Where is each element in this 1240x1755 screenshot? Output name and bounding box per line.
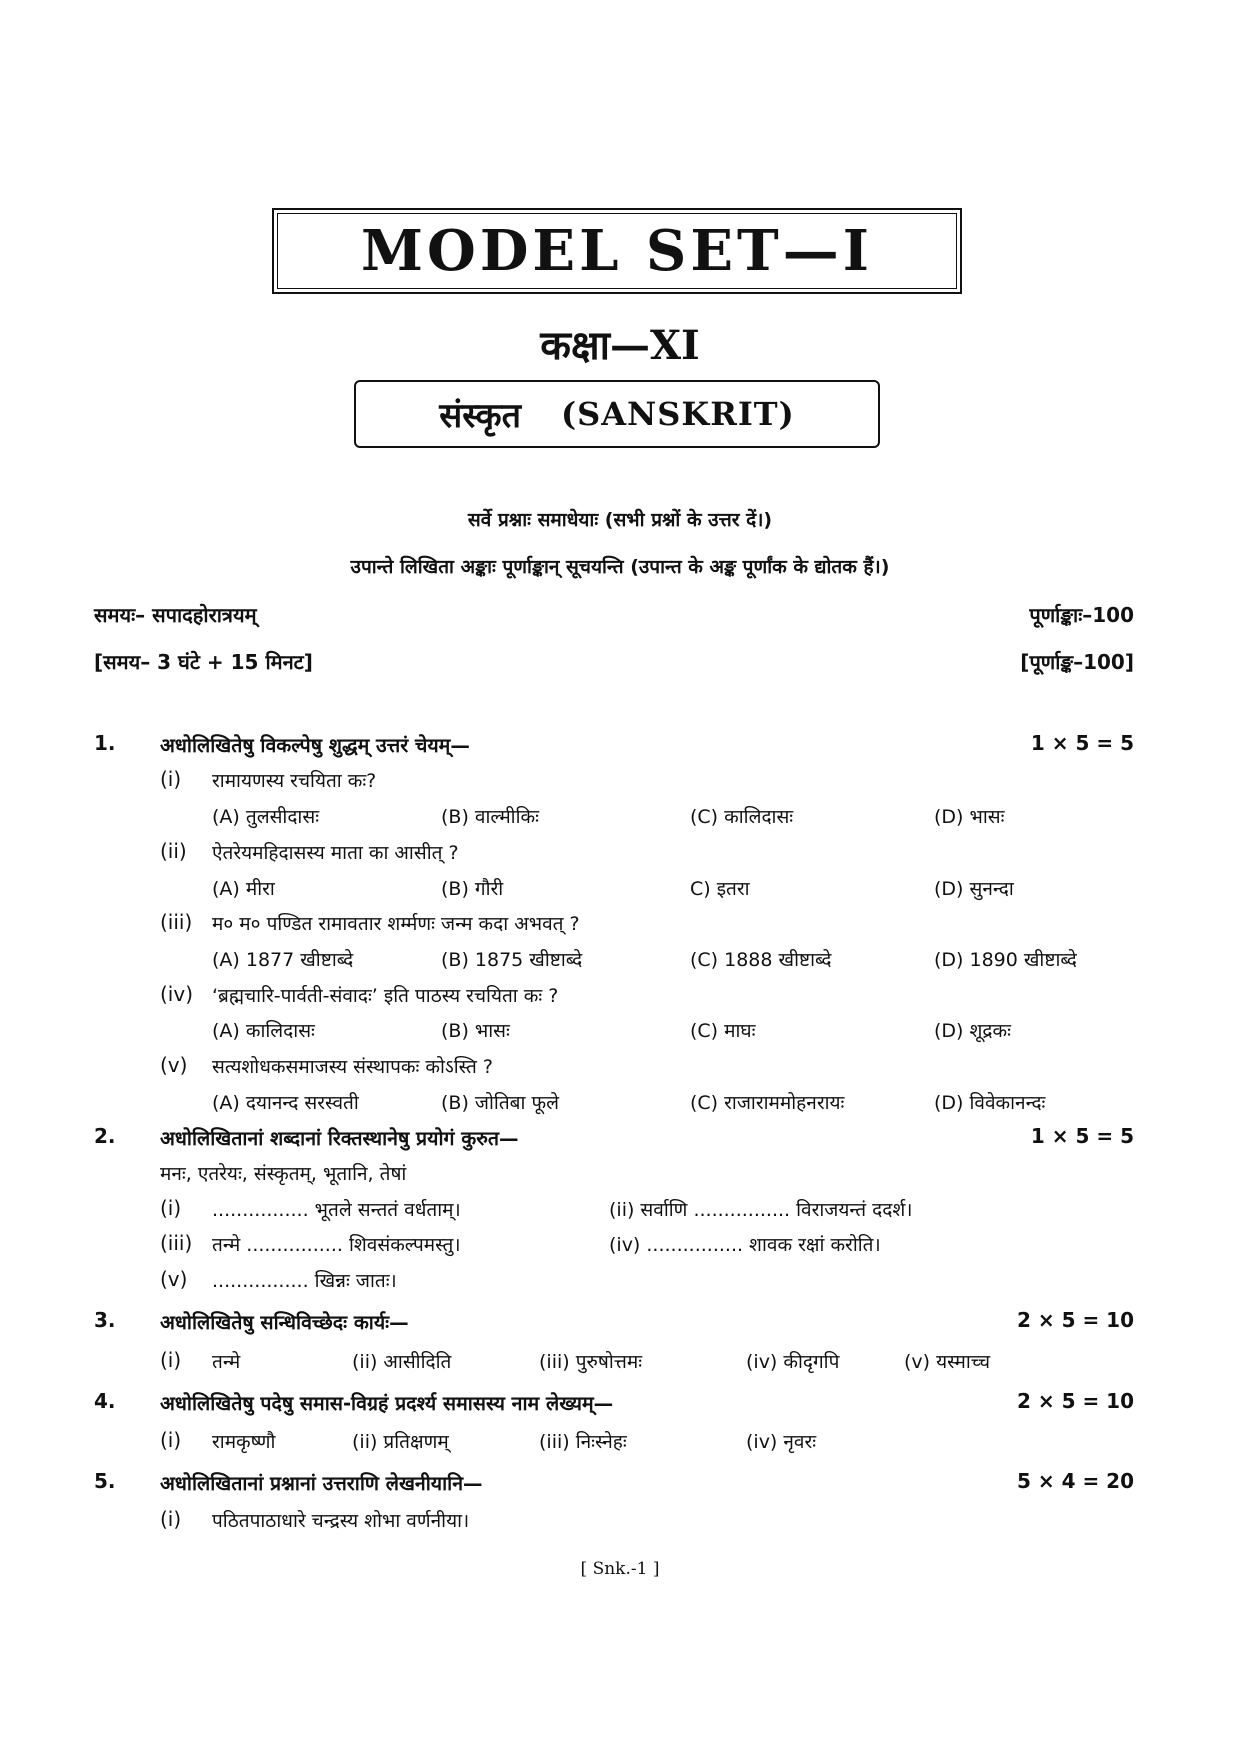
q1-text: अधोलिखितेषु विकल्पेषु शुद्धम् उत्तरं चेयम्— xyxy=(160,734,470,757)
q2-item-number: (i) xyxy=(160,1196,182,1220)
q3-text: अधोलिखितेषु सन्धिविच्छेदः कार्यः— xyxy=(160,1311,409,1334)
page-footer: [ Snk.-1 ] xyxy=(580,1559,660,1579)
q4-text: अधोलिखितेषु पदेषु समास-विग्रहं प्रदर्श्य समासस्य नाम लेख्यम्— xyxy=(160,1392,614,1415)
q1-option: (B) जोतिबा फूले xyxy=(441,1092,560,1114)
q1-option: (C) कालिदासः xyxy=(690,806,794,828)
q1-option: (C) 1888 खीष्टाब्दे xyxy=(690,949,832,971)
q1-item-number: (iii) xyxy=(160,910,193,934)
q3-item: तन्मे xyxy=(212,1351,241,1373)
q2-marks: 1 × 5 = 5 xyxy=(1030,1124,1134,1148)
q1-option: (B) गौरी xyxy=(441,878,504,900)
subject-box xyxy=(354,380,880,448)
class-line: कक्षा—XI xyxy=(540,322,700,369)
q1-option: (D) विवेकानन्दः xyxy=(934,1092,1046,1114)
q1-number: 1. xyxy=(94,731,116,755)
q3-number: 3. xyxy=(94,1308,116,1332)
subject-hindi: संस्कृत xyxy=(439,396,521,436)
q5-text: अधोलिखितानां प्रश्नानां उत्तराणि लेखनीयानि— xyxy=(160,1472,483,1495)
q1-option: (A) तुलसीदासः xyxy=(212,806,320,828)
q2-item-number: (v) xyxy=(160,1267,188,1291)
q5-item-text: पठितपाठाधारे चन्द्रस्य शोभा वर्णनीया। xyxy=(212,1510,470,1532)
q4-number: 4. xyxy=(94,1389,116,1413)
q2-item-text: (ii) सर्वाणि ................ विराजयन्तं ददर्श। xyxy=(609,1199,913,1221)
subject-english: (SANSKRIT) xyxy=(560,395,795,433)
q1-option: (B) भासः xyxy=(441,1020,510,1042)
q2-item-text: ................ भूतले सन्ततं वर्धताम्। xyxy=(212,1199,461,1221)
instruction-1: सर्वे प्रश्नाः समाधेयाः (सभी प्रश्नों के उत्तर दें।) xyxy=(467,509,773,531)
q1-option: (A) मीरा xyxy=(212,878,275,900)
q1-item-number: (iv) xyxy=(160,982,193,1006)
q1-item-text: ‘ब्रह्मचारि-पार्वती-संवादः’ इति पाठस्य रचयिता कः ? xyxy=(212,985,559,1007)
q3-item: (iii) पुरुषोत्तमः xyxy=(539,1351,643,1373)
q4-item: (iv) नृवरः xyxy=(746,1431,817,1453)
q1-item-text: सत्यशोधकसमाजस्य संस्थापकः कोऽस्ति ? xyxy=(212,1056,493,1078)
q1-option: (D) शूद्रकः xyxy=(934,1020,1011,1042)
marks-sanskrit: पूर्णाङ्काः–100 xyxy=(1029,603,1134,627)
q4-item: (ii) प्रतिक्षणम् xyxy=(352,1431,449,1453)
q1-option: (B) 1875 खीष्टाब्दे xyxy=(441,949,583,971)
q4-item: रामकृष्णौ xyxy=(212,1431,276,1453)
q2-number: 2. xyxy=(94,1124,116,1148)
q3-item: (ii) आसीदिति xyxy=(352,1351,452,1373)
page-title: MODEL SET—I xyxy=(361,218,873,284)
q1-item-text: ऐतरेयमहिदासस्य माता का आसीत् ? xyxy=(212,842,459,864)
q3-item-number: (i) xyxy=(160,1348,182,1372)
q3-marks: 2 × 5 = 10 xyxy=(1016,1308,1134,1332)
q1-option: (C) माघः xyxy=(690,1020,756,1042)
q1-option: (B) वाल्मीकिः xyxy=(441,806,539,828)
instruction-2: उपान्ते लिखिता अङ्काः पूर्णाङ्कान् सूचयन्ति (उपान्त के अङ्क पूर्णांक के द्योतक हैं।) xyxy=(350,556,890,578)
q1-option: (A) कालिदासः xyxy=(212,1020,315,1042)
q2-item-text: ................ खिन्नः जातः। xyxy=(212,1270,397,1292)
q4-item-number: (i) xyxy=(160,1428,182,1452)
q5-marks: 5 × 4 = 20 xyxy=(1016,1469,1134,1493)
q5-number: 5. xyxy=(94,1469,116,1493)
q1-option: (A) दयानन्द सरस्वती xyxy=(212,1092,359,1114)
q2-item-text: तन्मे ................ शिवसंकल्पमस्तु। xyxy=(212,1234,461,1256)
time-hindi: [समय– 3 घंटे + 15 मिनट] xyxy=(94,650,313,674)
q1-marks: 1 × 5 = 5 xyxy=(1030,731,1134,755)
q3-item: (iv) कीदृगपि xyxy=(746,1351,840,1373)
q4-item: (iii) निःस्नेहः xyxy=(539,1431,627,1453)
q3-item: (v) यस्माच्च xyxy=(904,1351,991,1373)
q1-option: (D) सुनन्दा xyxy=(934,878,1014,900)
q2-item-text: (iv) ................ शावक रक्षां करोति। xyxy=(609,1234,881,1256)
q1-item-text: रामायणस्य रचयिता कः? xyxy=(212,770,377,792)
q1-option: C) इतरा xyxy=(690,878,750,900)
q1-item-text: म० म० पण्डित रामावतार शर्म्मणः जन्म कदा अभवत् ? xyxy=(212,913,580,935)
q1-item-number: (i) xyxy=(160,767,182,791)
q1-option: (A) 1877 खीष्टाब्दे xyxy=(212,949,354,971)
q1-option: (C) राजाराममोहनरायः xyxy=(690,1092,845,1114)
q2-word-bank: मनः, एतरेयः, संस्कृतम्, भूतानि, तेषां xyxy=(160,1163,407,1185)
q1-item-number: (v) xyxy=(160,1053,188,1077)
q1-item-number: (ii) xyxy=(160,839,187,863)
q4-marks: 2 × 5 = 10 xyxy=(1016,1389,1134,1413)
marks-hindi: [पूर्णाङ्क–100] xyxy=(1020,650,1134,674)
q5-item-number: (i) xyxy=(160,1507,182,1531)
q2-item-number: (iii) xyxy=(160,1231,193,1255)
q1-option: (D) 1890 खीष्टाब्दे xyxy=(934,949,1077,971)
time-sanskrit: समयः– सपादहोरात्रयम् xyxy=(94,603,257,627)
q2-text: अधोलिखितानां शब्दानां रिक्तस्थानेषु प्रयोगं कुरुत— xyxy=(160,1127,519,1150)
q1-option: (D) भासः xyxy=(934,806,1005,828)
title-box xyxy=(272,208,962,294)
